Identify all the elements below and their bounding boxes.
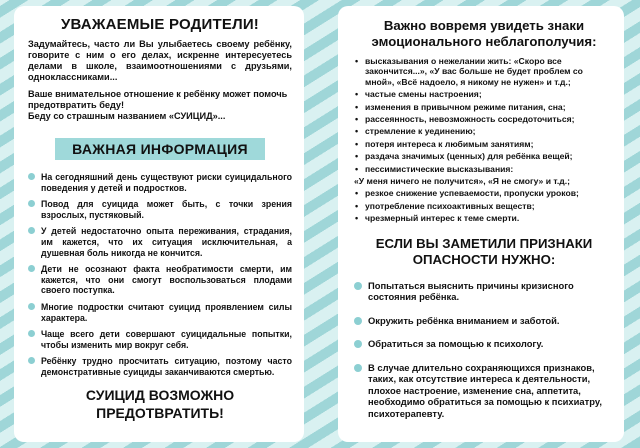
intro-help-line: Ваше внимательное отношение к ребёнку может помочь предотвратить беду! (28, 89, 288, 110)
info-item (28, 356, 292, 377)
bullet-dot-icon: • (355, 114, 359, 125)
bullet-dot-icon: • (355, 188, 359, 199)
sign-item (354, 164, 614, 174)
bullet-dot-icon: • (355, 138, 359, 149)
sign-item-text: резкое снижение успеваемости, пропуски уроков; (365, 188, 579, 199)
sign-item-text: чрезмерный интерес к теме смерти. (365, 213, 520, 224)
bullet-dot-icon: • (355, 163, 359, 174)
action-item (354, 315, 614, 327)
sign-item-text: стремление к уединению; (365, 126, 476, 137)
action-item-text: В случае длительно сохраняющихся признаков, таких, как отсутствие интереса к деятельности, плохое настроение, изменение сна, аппетита, необходимо обратиться за помощью к психиатру, психотерапевту. (368, 361, 602, 419)
sign-item (354, 151, 614, 161)
sign-item (354, 89, 614, 99)
bullet-dot-icon (354, 340, 362, 348)
sign-item (354, 139, 614, 149)
info-item (28, 329, 292, 350)
sign-item (354, 201, 614, 211)
action-item-text: Попытаться выяснить причины кризисного состояния ребёнка. (368, 279, 574, 303)
action-item (354, 280, 614, 303)
info-item (28, 199, 292, 220)
closing-message (28, 386, 292, 422)
info-item-text: Повод для суицида может быть, с точки зрения взрослых, пустяковый. (41, 199, 292, 220)
sign-item-text: раздача значимых (ценных) для ребёнка вещей; (365, 151, 573, 162)
right-panel (338, 6, 624, 442)
info-item-text: Дети не осознают факта необратимости смерти, им кажется, что они смогут воспользоваться плодами своего поступка. (41, 264, 292, 296)
bullet-dot-icon: • (355, 200, 359, 211)
bullet-dot-icon: • (355, 151, 359, 162)
closing-line-1: СУИЦИД ВОЗМОЖНО (85, 386, 235, 403)
sign-item-text: частые смены настроения; (365, 89, 482, 100)
sign-item-text: изменения в привычном режиме питания, сна; (365, 101, 566, 112)
bullet-dot-icon: • (355, 101, 359, 112)
info-item (28, 226, 292, 258)
sign-item (354, 188, 614, 198)
info-item-text: На сегодняшний день существуют риски суицидального поведения у детей и подростков. (41, 172, 292, 193)
intro-paragraph: Задумайтесь, часто ли Вы улыбаетесь своему ребёнку, говорите с ним о его делах, искренне интересуетесь делами в школе, взаимоотношениями с друзьями, одноклассниками... (28, 39, 292, 82)
bullet-dot-icon: • (355, 126, 359, 137)
action-item (354, 362, 614, 420)
action-item (354, 338, 614, 350)
important-info-banner: ВАЖНАЯ ИНФОРМАЦИЯ (55, 138, 265, 160)
bullet-dot-icon (28, 200, 35, 207)
bullet-dot-icon (354, 364, 362, 372)
sign-item (354, 114, 614, 124)
sign-item (354, 126, 614, 136)
bullet-dot-icon (28, 330, 35, 337)
bullet-dot-icon: • (355, 213, 359, 224)
bullet-dot-icon: • (355, 89, 359, 100)
left-panel (14, 6, 304, 442)
sign-item-text: употребление психоактивных веществ; (365, 200, 535, 211)
bullet-dot-icon (354, 317, 362, 325)
signs-title: Важно вовремя увидеть знаки эмоционального неблагополучия: (371, 18, 597, 49)
sign-item (354, 176, 614, 186)
bullet-dot-icon (28, 265, 35, 272)
info-item (28, 264, 292, 296)
sign-item (354, 213, 614, 223)
sign-item (354, 102, 614, 112)
bullet-dot-icon (354, 282, 362, 290)
actions-list (354, 280, 614, 420)
danger-title: ЕСЛИ ВЫ ЗАМЕТИЛИ ПРИЗНАКИ ОПАСНОСТИ НУЖНО: (375, 235, 593, 267)
info-item-text: У детей недостаточно опыта переживания, страдания, им кажется, что их ситуация исключительная, а душевная боль никогда не кончится. (41, 226, 292, 258)
closing-line-2: ПРЕДОТВРАТИТЬ! (96, 404, 224, 421)
sign-item-text: «У меня ничего не получится», «Я не смогу» и т.д.; (354, 176, 570, 187)
sign-item-text: потеря интереса к любимым занятиям; (365, 138, 534, 149)
info-item-text: Ребёнку трудно просчитать ситуацию, поэтому часто демонстративные суициды заканчиваются смертью. (41, 356, 292, 377)
signs-list (354, 56, 614, 224)
bullet-dot-icon (28, 357, 35, 364)
info-item-text: Многие подростки считают суицид проявлением силы характера. (41, 301, 292, 323)
action-item-text: Обратиться за помощью к психологу. (368, 338, 544, 350)
bullet-dot-icon (28, 173, 35, 180)
info-list (28, 172, 292, 378)
action-item-text: Окружить ребёнка вниманием и заботой. (368, 314, 560, 326)
bullet-dot-icon (28, 227, 35, 234)
sign-item (354, 56, 614, 87)
intro-suicide-line: Беду со страшным названием «СУИЦИД»... (28, 111, 226, 121)
info-item (28, 302, 292, 323)
sign-item-text: рассеянность, невозможность сосредоточиться; (365, 114, 575, 125)
info-item (28, 172, 292, 193)
left-title: УВАЖАЕМЫЕ РОДИТЕЛИ! (60, 16, 259, 33)
sign-item-text: высказывания о нежелании жить: «Скоро все закончится...», «У вас больше не будет проблем со мной», «Всё надоело, я никому не нужен» и т.д.; (365, 56, 583, 87)
sign-item-text: пессимистические высказывания: (365, 163, 514, 174)
bullet-dot-icon (28, 303, 35, 310)
bullet-dot-icon: • (355, 56, 359, 66)
info-item-text: Чаще всего дети совершают суицидальные попытки, чтобы изменить мир вокруг себя. (41, 329, 292, 350)
